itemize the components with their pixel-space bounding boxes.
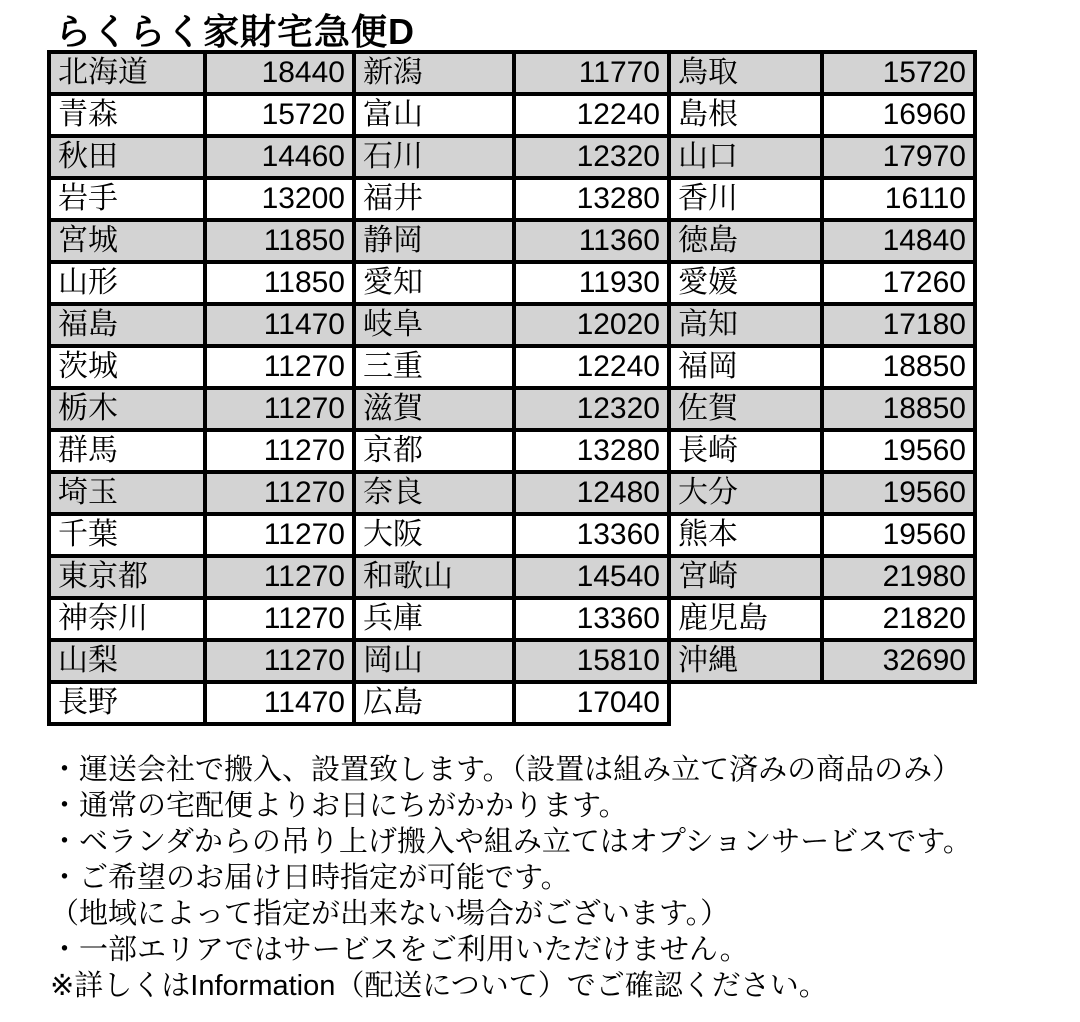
price-cell: 12020	[514, 304, 669, 346]
prefecture-cell: 長崎	[669, 430, 822, 472]
price-cell: 14460	[205, 136, 354, 178]
table-row	[49, 640, 975, 682]
prefecture-cell: 沖縄	[669, 640, 822, 682]
prefecture-cell: 和歌山	[354, 556, 514, 598]
price-cell: 12320	[514, 388, 669, 430]
price-cell: 17180	[822, 304, 975, 346]
prefecture-cell: 奈良	[354, 472, 514, 514]
prefecture-cell: 高知	[669, 304, 822, 346]
note-line: ・一部エリアではサービスをご利用いただけません。	[50, 934, 749, 966]
prefecture-cell: 三重	[354, 346, 514, 388]
price-cell: 15720	[205, 94, 354, 136]
prefecture-cell: 新潟	[354, 52, 514, 94]
price-cell: 19560	[822, 430, 975, 472]
table-row	[49, 220, 975, 262]
price-cell: 32690	[822, 640, 975, 682]
price-cell: 12480	[514, 472, 669, 514]
prefecture-cell: 福岡	[669, 346, 822, 388]
prefecture-cell: 岐阜	[354, 304, 514, 346]
price-cell: 13360	[514, 514, 669, 556]
note-line: ・通常の宅配便よりお日にちがかかります。	[50, 790, 628, 822]
table-row	[49, 682, 975, 724]
price-cell: 12240	[514, 94, 669, 136]
price-cell: 16110	[822, 178, 975, 220]
price-cell: 18440	[205, 52, 354, 94]
prefecture-cell: 山形	[49, 262, 205, 304]
price-cell: 14840	[822, 220, 975, 262]
prefecture-cell: 徳島	[669, 220, 822, 262]
price-cell: 19560	[822, 514, 975, 556]
price-cell: 11470	[205, 304, 354, 346]
price-cell: 13280	[514, 430, 669, 472]
price-cell: 11850	[205, 220, 354, 262]
prefecture-cell: 佐賀	[669, 388, 822, 430]
price-cell: 15720	[822, 52, 975, 94]
note-line: ※詳しくはInformation（配送について）でご確認ください。	[50, 970, 828, 1002]
prefecture-cell: 愛媛	[669, 262, 822, 304]
prefecture-cell: 鹿児島	[669, 598, 822, 640]
price-cell: 12240	[514, 346, 669, 388]
price-cell: 15810	[514, 640, 669, 682]
prefecture-cell: 愛知	[354, 262, 514, 304]
prefecture-cell: 山口	[669, 136, 822, 178]
prefecture-cell: 山梨	[49, 640, 205, 682]
note-line: ・ご希望のお届け日時指定が可能です。	[50, 862, 570, 894]
price-cell: 11270	[205, 514, 354, 556]
price-cell: 19560	[822, 472, 975, 514]
table-row	[49, 514, 975, 556]
table-row	[49, 94, 975, 136]
prefecture-cell: 大分	[669, 472, 822, 514]
price-cell: 11930	[514, 262, 669, 304]
price-cell: 18850	[822, 388, 975, 430]
price-cell: 11360	[514, 220, 669, 262]
prefecture-cell: 神奈川	[49, 598, 205, 640]
price-cell: 11270	[205, 346, 354, 388]
table-row	[49, 388, 975, 430]
price-cell: 13360	[514, 598, 669, 640]
price-cell: 11270	[205, 556, 354, 598]
table-row	[49, 598, 975, 640]
prefecture-cell: 群馬	[49, 430, 205, 472]
prefecture-cell: 富山	[354, 94, 514, 136]
price-cell: 21980	[822, 556, 975, 598]
price-cell: 21820	[822, 598, 975, 640]
prefecture-cell: 千葉	[49, 514, 205, 556]
prefecture-cell: 兵庫	[354, 598, 514, 640]
note-line: （地域によって指定が出来ない場合がございます。）	[50, 898, 730, 930]
prefecture-cell: 大阪	[354, 514, 514, 556]
table-row	[49, 262, 975, 304]
price-cell: 11270	[205, 640, 354, 682]
prefecture-cell: 熊本	[669, 514, 822, 556]
prefecture-cell: 石川	[354, 136, 514, 178]
table-row	[49, 178, 975, 220]
prefecture-cell: 岩手	[49, 178, 205, 220]
prefecture-cell: 滋賀	[354, 388, 514, 430]
prefecture-cell: 栃木	[49, 388, 205, 430]
notes-section	[50, 752, 972, 1004]
prefecture-cell: 鳥取	[669, 52, 822, 94]
table-row	[49, 52, 975, 94]
prefecture-cell: 宮崎	[669, 556, 822, 598]
price-cell: 11270	[205, 472, 354, 514]
prefecture-cell: 東京都	[49, 556, 205, 598]
price-cell: 18850	[822, 346, 975, 388]
prefecture-cell: 埼玉	[49, 472, 205, 514]
price-cell: 11470	[205, 682, 354, 724]
price-cell: 11770	[514, 52, 669, 94]
price-cell: 17970	[822, 136, 975, 178]
prefecture-cell: 宮城	[49, 220, 205, 262]
price-cell: 11270	[205, 598, 354, 640]
prefecture-cell: 福島	[49, 304, 205, 346]
prefecture-cell: 長野	[49, 682, 205, 724]
prefecture-cell: 青森	[49, 94, 205, 136]
page-title: らくらく家財宅急便D	[55, 11, 415, 52]
price-cell: 11270	[205, 388, 354, 430]
price-cell: 11850	[205, 262, 354, 304]
prefecture-cell: 京都	[354, 430, 514, 472]
prefecture-cell: 静岡	[354, 220, 514, 262]
rate-table-body	[49, 52, 975, 724]
table-row	[49, 430, 975, 472]
table-row	[49, 556, 975, 598]
price-cell: 11270	[205, 430, 354, 472]
price-cell: 13200	[205, 178, 354, 220]
table-row	[49, 346, 975, 388]
price-cell: 17040	[514, 682, 669, 724]
prefecture-cell: 秋田	[49, 136, 205, 178]
price-cell: 14540	[514, 556, 669, 598]
price-cell: 13280	[514, 178, 669, 220]
prefecture-cell: 岡山	[354, 640, 514, 682]
price-cell: 17260	[822, 262, 975, 304]
prefecture-cell: 広島	[354, 682, 514, 724]
prefecture-cell: 香川	[669, 178, 822, 220]
table-row	[49, 304, 975, 346]
empty-cell	[822, 682, 975, 724]
price-cell: 12320	[514, 136, 669, 178]
prefecture-cell: 茨城	[49, 346, 205, 388]
note-line: ・運送会社で搬入、設置致します。（設置は組み立て済みの商品のみ）	[50, 754, 962, 786]
price-cell: 16960	[822, 94, 975, 136]
empty-cell	[669, 682, 822, 724]
shipping-rate-table	[47, 50, 977, 726]
prefecture-cell: 島根	[669, 94, 822, 136]
note-line: ・ベランダからの吊り上げ搬入や組み立てはオプションサービスです。	[50, 826, 972, 858]
table-row	[49, 136, 975, 178]
prefecture-cell: 北海道	[49, 52, 205, 94]
prefecture-cell: 福井	[354, 178, 514, 220]
table-row	[49, 472, 975, 514]
